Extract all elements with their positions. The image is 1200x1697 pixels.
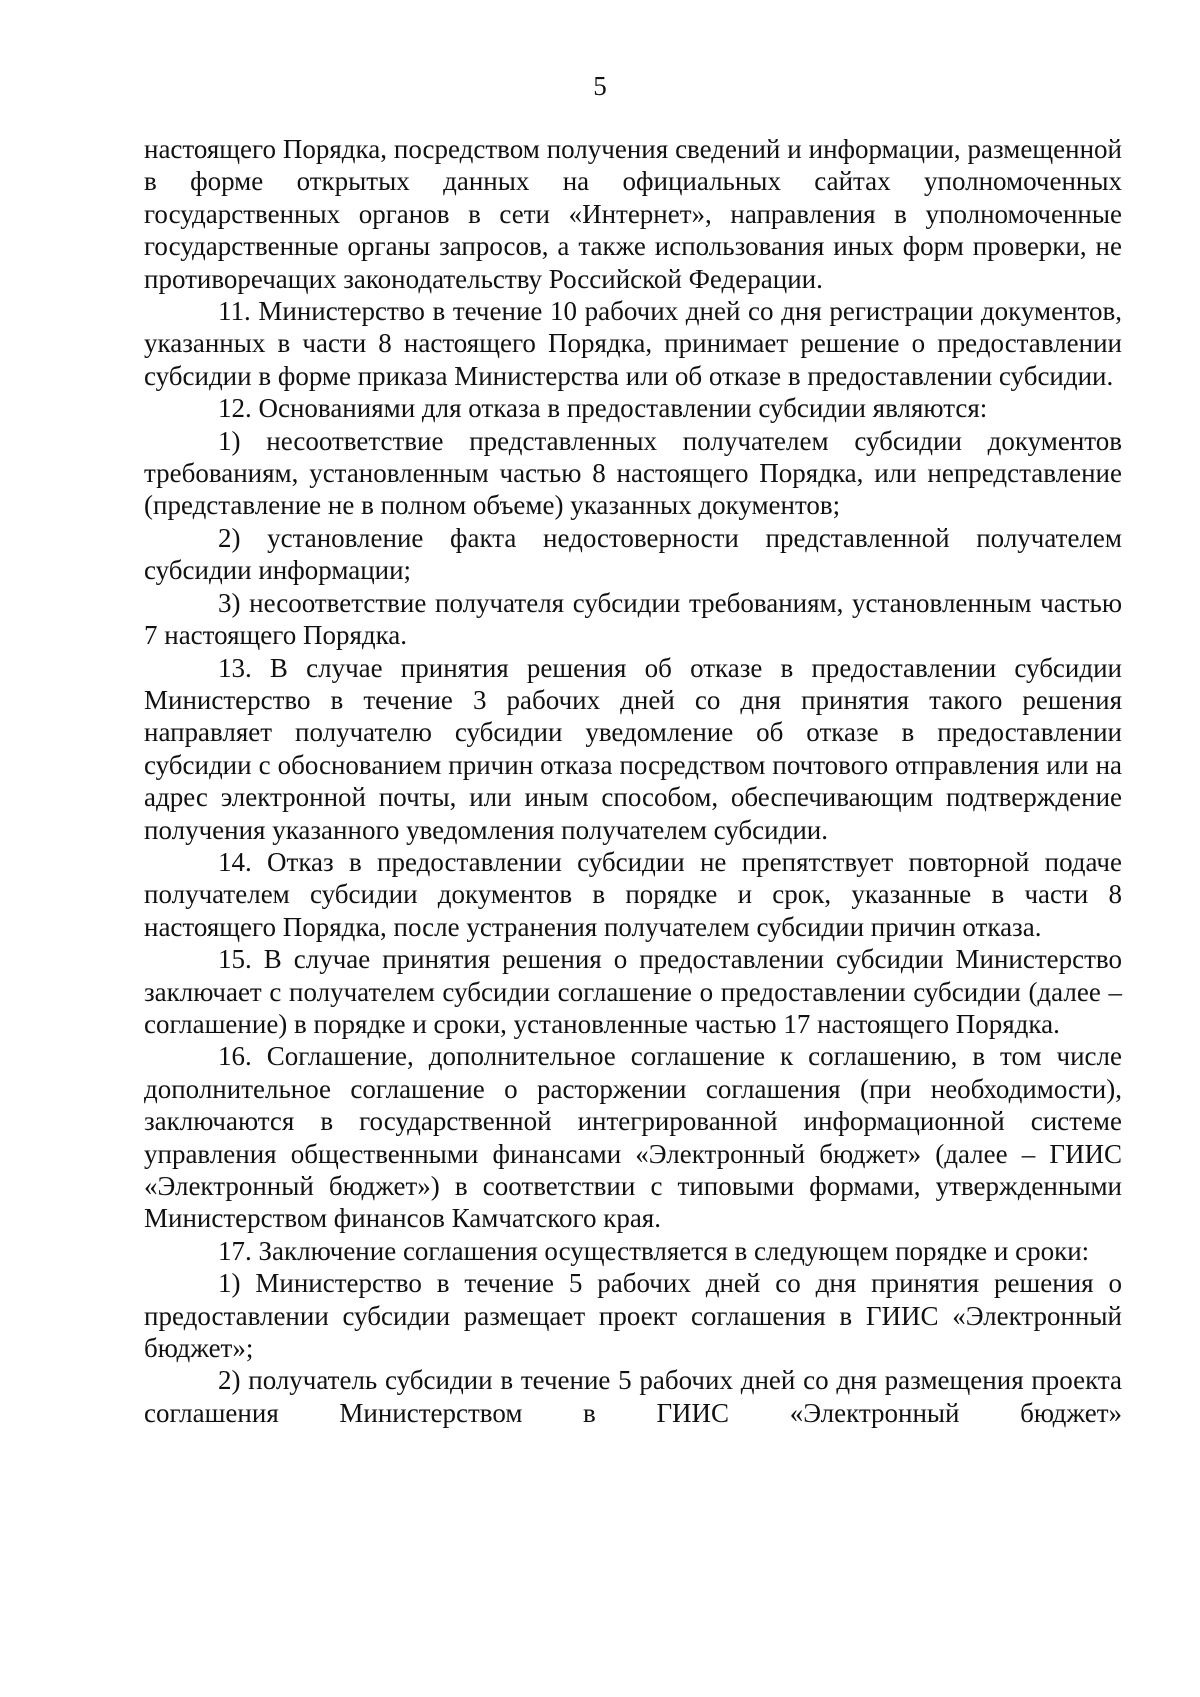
page-number: 5 bbox=[593, 71, 607, 101]
paragraph-continuation: настоящего Порядка, посредством получения сведений и информации, размещенной в форме открытых данных на официальных сайтах уполномоченных государственных органов в сети «Интернет», направления в уполномоченные государственные органы запросов, а также использования иных форм проверки, не противоречащих законодательству Российской Федерации. bbox=[144, 134, 1122, 294]
paragraph-11: 11. Министерство в течение 10 рабочих дней со дня регистрации документов, указанных в части 8 настоящего Порядка, принимает решение о предоставлении субсидии в форме приказа Министерства или об отказе в предоставлении субсидии. bbox=[144, 296, 1122, 391]
paragraph-16: 16. Соглашение, дополнительное соглашение к соглашению, в том числе дополнительное соглашение о расторжении соглашения (при необходимости), заключаются в государственной интегрированной информационной системе управления общественными финансами «Электронный бюджет» (далее – ГИИС «Электронный бюджет») в соответствии с типовыми формами, утвержденными Министерством финансов Камчатского края. bbox=[144, 1041, 1122, 1234]
paragraph-14: 14. Отказ в предоставлении субсидии не препятствует повторной подаче получателем субсидии документов в порядке и срок, указанные в части 8 настоящего Порядка, после устранения получателем субсидии причин отказа. bbox=[144, 846, 1122, 942]
paragraph-12-item-2: 2) установление факта недостоверности представленной получателем субсидии информации; bbox=[144, 522, 1122, 586]
paragraph-17-item-2: 2) получатель субсидии в течение 5 рабочих дней со дня размещения проекта соглашения Министерством в ГИИС «Электронный бюджет» bbox=[144, 1365, 1122, 1428]
paragraph-13: 13. В случае принятия решения об отказе в предоставлении субсидии Министерство в течение 3 рабочих дней со дня принятия такого решения направляет получателю субсидии уведомление об отказе в предоставлении субсидии с обоснованием причин отказа посредством почтового отправления или на адрес электронной почты, или иным способом, обеспечивающим подтверждение получения указанного уведомления получателем субсидии. bbox=[144, 652, 1122, 845]
paragraph-17-item-1: 1) Министерство в течение 5 рабочих дней со дня принятия решения о предоставлении субсидии размещает проект соглашения в ГИИС «Электронный бюджет»; bbox=[144, 1268, 1122, 1364]
paragraph-12-item-1: 1) несоответствие представленных получателем субсидии документов требованиям, установленным частью 8 настоящего Порядка, или непредставление (представление не в полном объеме) указанных документов; bbox=[144, 425, 1122, 521]
paragraph-17: 17. Заключение соглашения осуществляется в следующем порядке и сроки: bbox=[218, 1235, 1090, 1266]
paragraph-15: 15. В случае принятия решения о предоставлении субсидии Министерство заключает с получателем субсидии соглашение о предоставлении субсидии (далее – соглашение) в порядке и сроки, установленные частью 17 настоящего Порядка. bbox=[144, 944, 1122, 1039]
document-body bbox=[144, 133, 1122, 1429]
paragraph-12-item-3: 3) несоответствие получателя субсидии требованиям, установленным частью 7 настоящего Порядка. bbox=[144, 587, 1122, 651]
paragraph-12: 12. Основаниями для отказа в предоставлении субсидии являются: bbox=[218, 393, 988, 424]
